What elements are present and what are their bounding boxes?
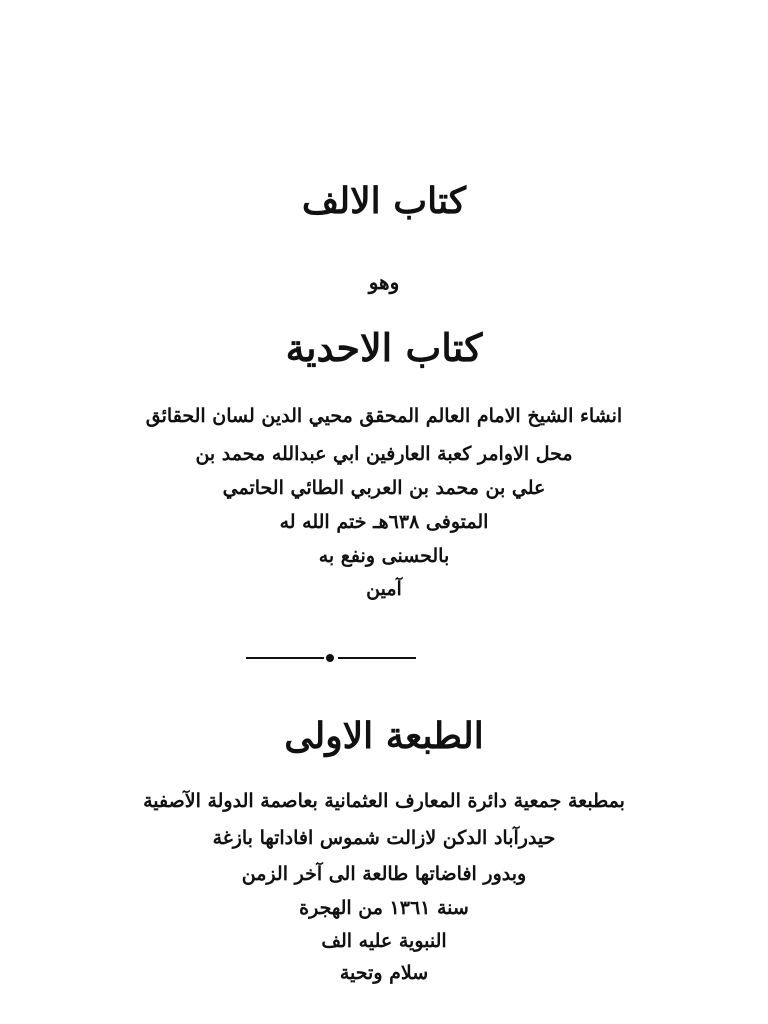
edition-heading: الطبعة الاولى bbox=[284, 715, 484, 757]
author-line-6: آمين bbox=[366, 578, 402, 600]
divider-rule-right bbox=[338, 657, 416, 659]
author-line-3: علي بن محمد بن العربي الطائي الحاتمي bbox=[222, 477, 546, 499]
author-line-4: المتوفى ٦٣٨هـ ختم الله له bbox=[279, 511, 489, 533]
author-line-1: انشاء الشيخ الامام العالم المحقق محيي الدين لسان الحقائق bbox=[145, 405, 623, 427]
divider-dot bbox=[326, 654, 334, 662]
book-subtitle: كتاب الاحدية bbox=[285, 325, 483, 370]
book-title: كتاب الالف bbox=[301, 180, 467, 222]
ornamental-divider bbox=[246, 652, 416, 664]
press-line-4: سنة ١٣٦١ من الهجرة bbox=[299, 897, 469, 919]
press-line-2: حيدرآباد الدكن لازالت شموس افاداتها بازغة bbox=[212, 827, 556, 849]
title-connector: وهو bbox=[368, 270, 400, 294]
divider-rule-left bbox=[246, 657, 324, 659]
press-line-6: سلام وتحية bbox=[339, 962, 429, 984]
author-line-2: محل الاوامر كعبة العارفين ابي عبدالله محمد بن bbox=[195, 443, 573, 465]
author-line-5: بالحسنى ونفع به bbox=[318, 545, 450, 567]
press-line-1: بمطبعة جمعية دائرة المعارف العثمانية بعاصمة الدولة الآصفية bbox=[143, 790, 625, 812]
press-line-3: وبدور افاضاتها طالعة الى آخر الزمن bbox=[241, 863, 527, 885]
press-line-5: النبوية عليه الف bbox=[321, 930, 447, 952]
